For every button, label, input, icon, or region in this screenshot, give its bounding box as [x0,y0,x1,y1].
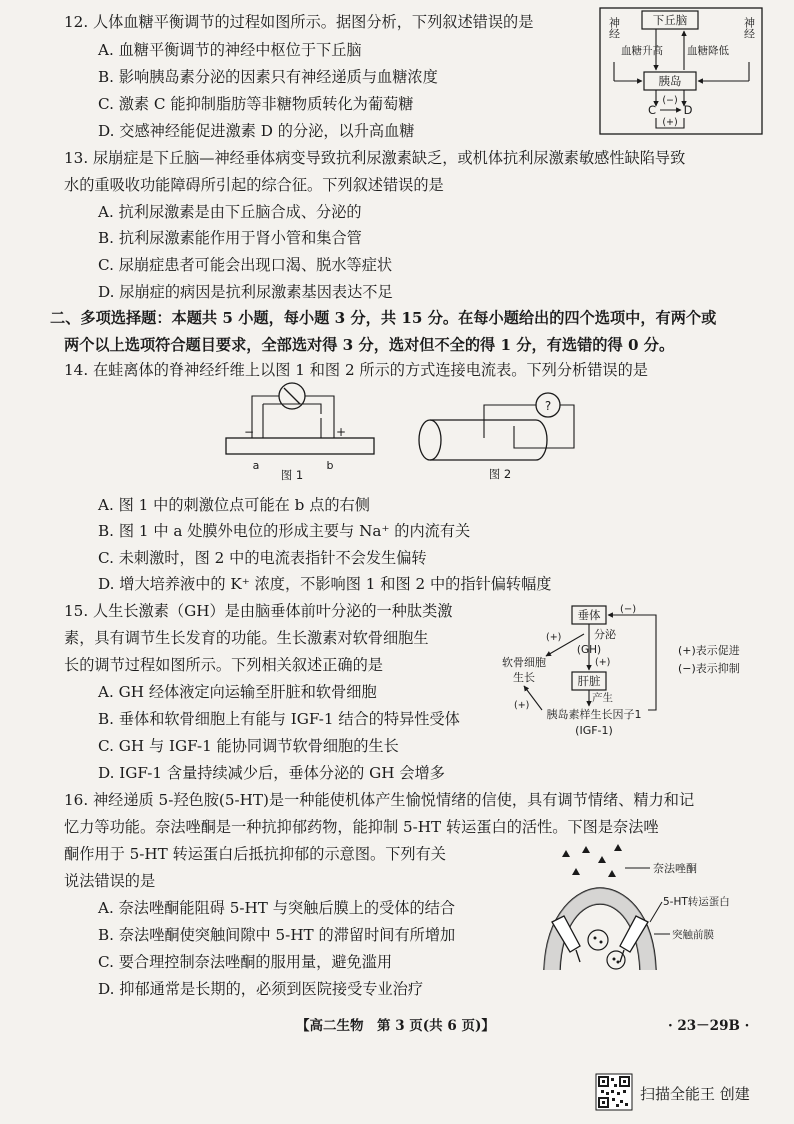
q13-stem-line2: 水的重吸收功能障碍所引起的综合征。下列叙述错误的是 [64,176,444,194]
qr-code-icon [596,1074,632,1110]
q16-stem-line3: 酮作用于 5-HT 转运蛋白后抵抗抑郁的示意图。下列有关 [64,845,446,863]
islet-label: 胰岛 [658,74,682,88]
q16-option-b[interactable]: B. 奈法唑酮使突触间隙中 5-HT 的滞留时间有所增加 [98,926,456,944]
fig1-minus-sign: − [244,425,255,439]
nerve-right-label: 神经 [742,17,756,39]
produce-label: 产生 [592,692,613,704]
membrane-label: 突触前膜 [672,929,714,941]
nerve-left-label: 神经 [607,17,621,39]
transporter-label: 5-HT转运蛋白 [663,896,730,908]
gh-promote-liver: (+) [595,657,611,668]
page-footer: 【高二生物 第 3 页(共 6 页)】 [296,1018,495,1034]
q14-stem: 14. 在蛙离体的脊神经纤维上以图 1 和图 2 所示的方式连接电流表。下列分析错误的是 [64,361,648,379]
q14-figure2 [414,390,580,484]
q16-synapse-diagram [532,838,777,978]
hypothalamus-label: 下丘脑 [652,13,688,27]
liver-label: 肝脏 [577,674,601,688]
q15-stem-line3: 长的调节过程如图所示。下列相关叙述正确的是 [64,656,383,674]
q15-gh-diagram [488,598,778,740]
fig1-point-a: a [252,459,260,472]
fig2-caption: 图 2 [488,467,512,481]
promote-label: (+) [662,117,678,128]
scanner-watermark: 扫描全能王 创建 [640,1085,750,1103]
q14-option-a[interactable]: A. 图 1 中的刺激位点可能在 b 点的右侧 [98,496,370,514]
q13-option-b[interactable]: B. 抗利尿激素能作用于肾小管和集合管 [98,229,362,247]
section2-heading-line2: 两个以上选项符合题目要求，全部选对得 3 分，选对但不全的得 1 分，有选错的得 0 分。 [64,336,675,354]
q15-option-a[interactable]: A. GH 经体液定向运输至肝脏和软骨细胞 [98,683,377,701]
q16-option-a[interactable]: A. 奈法唑酮能阻碍 5-HT 与突触后膜上的受体的结合 [98,899,456,917]
igf-label: 胰岛素样生长因子1 [546,708,642,721]
inhibit-label: (−) [662,95,678,106]
q15-stem-line1: 15. 人生长激素（GH）是由脑垂体前叶分泌的一种肽类激 [64,602,453,620]
q14-option-b[interactable]: B. 图 1 中 a 处膜外电位的形成主要与 Na⁺ 的内流有关 [98,522,471,540]
fig1-nerve-fiber [226,438,374,454]
q15-option-d[interactable]: D. IGF-1 含量持续减少后，垂体分泌的 GH 会增多 [98,764,445,782]
feedback-inhibit-label: (−) [620,604,637,615]
q15-stem-line2: 素，具有调节生长发育的功能。生长激素对软骨细胞生 [64,629,429,647]
cartilage-label-1: 软骨细胞 [502,656,546,669]
q16-stem-line2: 忆力等功能。奈法唑酮是一种抗抑郁药物，能抑制 5-HT 转运蛋白的活性。下图是奈法唑 [64,818,659,836]
q12-stem: 12. 人体血糖平衡调节的过程如图所示。据图分析，下列叙述错误的是 [64,13,534,31]
secrete-label: 分泌 [594,628,616,641]
q16-option-c[interactable]: C. 要合理控制奈法唑酮的服用量，避免滥用 [98,953,393,971]
fig1-point-b: b [326,459,334,472]
pituitary-label: 垂体 [577,608,601,622]
q13-option-a[interactable]: A. 抗利尿激素是由下丘脑合成、分泌的 [98,203,362,221]
q16-stem-line4: 说法错误的是 [64,872,156,890]
q12-option-a[interactable]: A. 血糖平衡调节的神经中枢位于下丘脑 [98,41,362,59]
section2-heading-line1: 二、多项选择题：本题共 5 小题，每小题 3 分，共 15 分。在每小题给出的四个选项中，有两个或 [50,309,717,327]
q14-figure1 [222,378,382,480]
q12-glucose-diagram [596,6,766,138]
q13-option-d[interactable]: D. 尿崩症的病因是抗利尿激素基因表达不足 [98,283,393,301]
igf-promote-cartilage: (+) [514,700,530,711]
hormone-c-label: C [647,103,657,117]
drug-label: 奈法唑酮 [653,862,697,875]
q12-option-c[interactable]: C. 激素 C 能抑制脂肪等非糖物质转化为葡萄糖 [98,95,414,113]
q16-stem-line1: 16. 神经递质 5-羟色胺(5-HT)是一种能使机体产生愉悦情绪的信使，具有调节情绪、精力和记 [64,791,695,809]
exam-code: · 23－29B · [668,1018,750,1034]
igf-abbr-label: (IGF-1) [575,724,613,737]
q14-option-c[interactable]: C. 未刺激时，图 2 中的电流表指针不会发生偏转 [98,549,427,567]
q13-stem-line1: 13. 尿崩症是下丘脑—神经垂体病变导致抗利尿激素缺乏，或机体抗利尿激素敏感性缺陷导致 [64,149,686,167]
hormone-d-label: D [683,103,693,117]
fig2-meter-unknown: ? [544,399,552,413]
cartilage-label-2: 生长 [513,671,535,684]
q15-option-c[interactable]: C. GH 与 IGF-1 能协同调节软骨细胞的生长 [98,737,399,755]
glucose-high-label: 血糖升高 [621,45,663,57]
legend-promote: (+)表示促进 [678,644,740,657]
q13-option-c[interactable]: C. 尿崩症患者可能会出现口渴、脱水等症状 [98,256,393,274]
glucose-low-label: 血糖降低 [687,45,729,57]
gh-label: (GH) [576,644,602,656]
fig1-plus-sign: + [336,425,347,439]
q15-option-b[interactable]: B. 垂体和软骨细胞上有能与 IGF-1 结合的特异性受体 [98,710,460,728]
legend-inhibit: (−)表示抑制 [678,662,740,675]
q14-option-d[interactable]: D. 增大培养液中的 K⁺ 浓度，不影响图 1 和图 2 中的指针偏转幅度 [98,575,552,593]
q16-option-d[interactable]: D. 抑郁通常是长期的，必须到医院接受专业治疗 [98,980,424,998]
gh-promote-cartilage: (+) [546,632,562,643]
q12-option-b[interactable]: B. 影响胰岛素分泌的因素只有神经递质与血糖浓度 [98,68,438,86]
q12-option-d[interactable]: D. 交感神经能促进激素 D 的分泌，以升高血糖 [98,122,415,140]
fig1-caption: 图 1 [280,468,304,482]
